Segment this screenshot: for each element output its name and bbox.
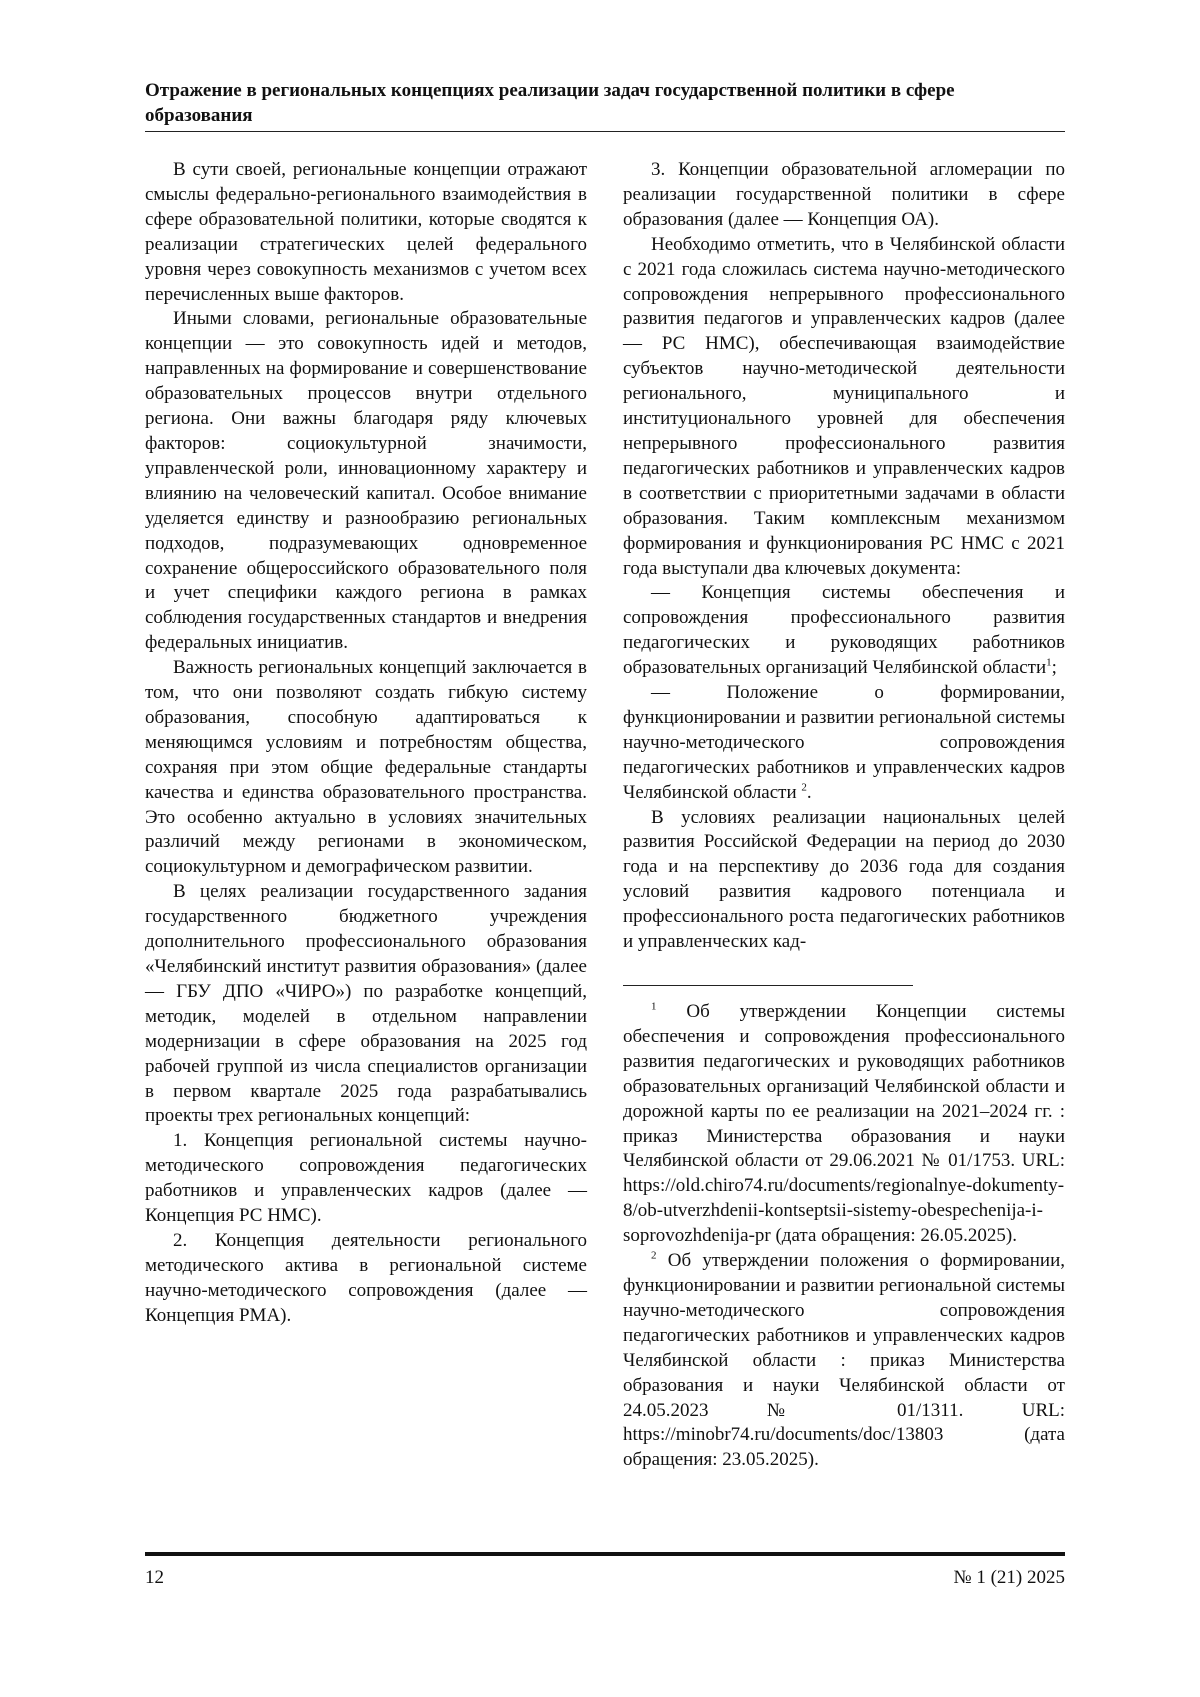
footnote-divider xyxy=(623,985,913,986)
dash-item-text: — Положение о формировании, функционировании и развитии региональной системы научно-методического сопровождения педагогических работников и управленческих кадров Челябинской области xyxy=(623,682,1065,803)
right-column xyxy=(623,158,1065,1473)
footnote-ref-2[interactable]: 2 xyxy=(801,781,807,794)
list-item-concept-2: 2. Концепция деятельности регионального методического актива в региональной системе научно-методического сопровождения (далее — Концепция РМА). xyxy=(145,1229,587,1326)
paragraph: В целях реализации государственного задания государственного бюджетного учреждения дополнительного профессионального образования «Челябинский институт развития образования» (далее — ГБУ ДПО «ЧИРО») по разработке концепций, методик, моделей в отдельном направлении модернизации в сфере образования на 2025 год рабочей группой из числа специалистов организации в первом квартале 2025 года разрабатывались проекты трех региональных концепций: xyxy=(145,881,587,1127)
paragraph: В условиях реализации национальных целей развития Российской Федерации на период до 2030 года и на перспективу до 2036 года для создания условий развития кадрового потенциала и профессионального роста педагогических работников и управленческих кад- xyxy=(623,806,1065,953)
footnote-text: Об утверждении положения о формировании, функционировании и развитии региональной системы научно-методического сопровождения педагогических работников и управленческих кадров Челябинской области : приказ Министерства образования и науки Челябинской области от 24.05.2023 № 01/1311. URL: https://minobr74.ru/documents/doc/13803 (дата обращения: 23.05.2025). xyxy=(623,1250,1065,1471)
footnote-mark: 1 xyxy=(651,1000,657,1013)
list-item-concept-3: 3. Концепции образовательной агломерации по реализации государственной политики в сфере образования (далее — Концепция ОА). xyxy=(623,159,1065,230)
two-column-body xyxy=(145,158,1065,1473)
paragraph: Важность региональных концепций заключается в том, что они позволяют создать гибкую систему образования, способную адаптироваться к меняющимся условиям и потребностям общества, сохраняя при этом общие федеральные стандарты качества и единства образовательного пространства. Это особенно актуально в условиях значительных различий между регионами в экономическом, социокультурном и демографическом развитии. xyxy=(145,657,587,878)
dash-item-tail: ; xyxy=(1051,657,1057,679)
page-footer xyxy=(145,1566,1065,1590)
left-column xyxy=(145,158,587,1473)
dash-item-text: — Концепция системы обеспечения и сопровождения профессионального развития педагогических и руководящих работников образовательных организаций Челябинской области xyxy=(623,582,1065,679)
footnote-text: Об утверждении Концепции системы обеспечения и сопровождения профессионального развития педагогических и руководящих работников образовательных организаций Челябинской области и дорожной карты по ее реализации на 2021–2024 гг. : приказ Министерства образования и науки Челябинской области от 29.06.2021 № 01/1753. URL: https://old.chiro74.ru/documents/regionalnye-dokumenty-8/ob-utverzhdenii-kontseptsii-sistemy-obespechenija-i-soprovozhdenija-pr (дата обращения: 26.05.2025). xyxy=(623,1001,1065,1247)
footnote-1 xyxy=(623,1000,1065,1249)
running-head-title: Отражение в региональных концепциях реализации задач государственной политики в сфере образования xyxy=(145,78,1065,132)
paragraph: Иными словами, региональные образовательные концепции — это совокупность идей и методов, направленных на формирование и совершенствование образовательных процессов внутри отдельного региона. Они важны благодаря ряду ключевых факторов: социокультурной значимости, управленческой роли, инновационному характеру и влиянию на человеческий капитал. Особое внимание уделяется единству и разнообразию региональных подходов, подразумевающих одновременное сохранение общероссийского образовательного поля и учет специфики каждого региона в рамках соблюдения государственных стандартов и внедрения федеральных инициатив. xyxy=(145,308,587,654)
footnote-2 xyxy=(623,1249,1065,1473)
list-item-dash xyxy=(623,681,1065,806)
footnote-ref-1[interactable]: 1 xyxy=(1046,656,1052,669)
list-item-concept-1: 1. Концепция региональной системы научно-методического сопровождения педагогических работников и управленческих кадров (далее — Концепция РС НМС). xyxy=(145,1130,587,1227)
footnote-mark: 2 xyxy=(651,1249,657,1262)
journal-page xyxy=(145,78,1065,1638)
footer-divider xyxy=(145,1552,1065,1556)
paragraph: В сути своей, региональные концепции отражают смыслы федерально-регионального взаимодействия в сфере образовательной политики, которые сводятся к реализации стратегических целей федерального уровня через совокупность механизмов с учетом всех перечисленных выше факторов. xyxy=(145,159,587,305)
issue-number: № 1 (21) 2025 xyxy=(953,1567,1065,1588)
paragraph: Необходимо отметить, что в Челябинской области с 2021 года сложилась система научно-методического сопровождения непрерывного профессионального развития педагогов и управленческих кадров (далее — РС НМС), обеспечивающая взаимодействие субъектов научно-методической деятельности регионального, муниципального и институционального уровней для обеспечения непрерывного профессионального развития педагогических работников и управленческих кадров в соответствии с приоритетными задачами в области образования. Таким комплексным механизмом формирования и функционирования РС НМС с 2021 года выступали два ключевых документа: xyxy=(623,233,1065,579)
dash-item-tail: . xyxy=(806,781,812,803)
page-number: 12 xyxy=(145,1567,164,1588)
list-item-dash xyxy=(623,581,1065,681)
